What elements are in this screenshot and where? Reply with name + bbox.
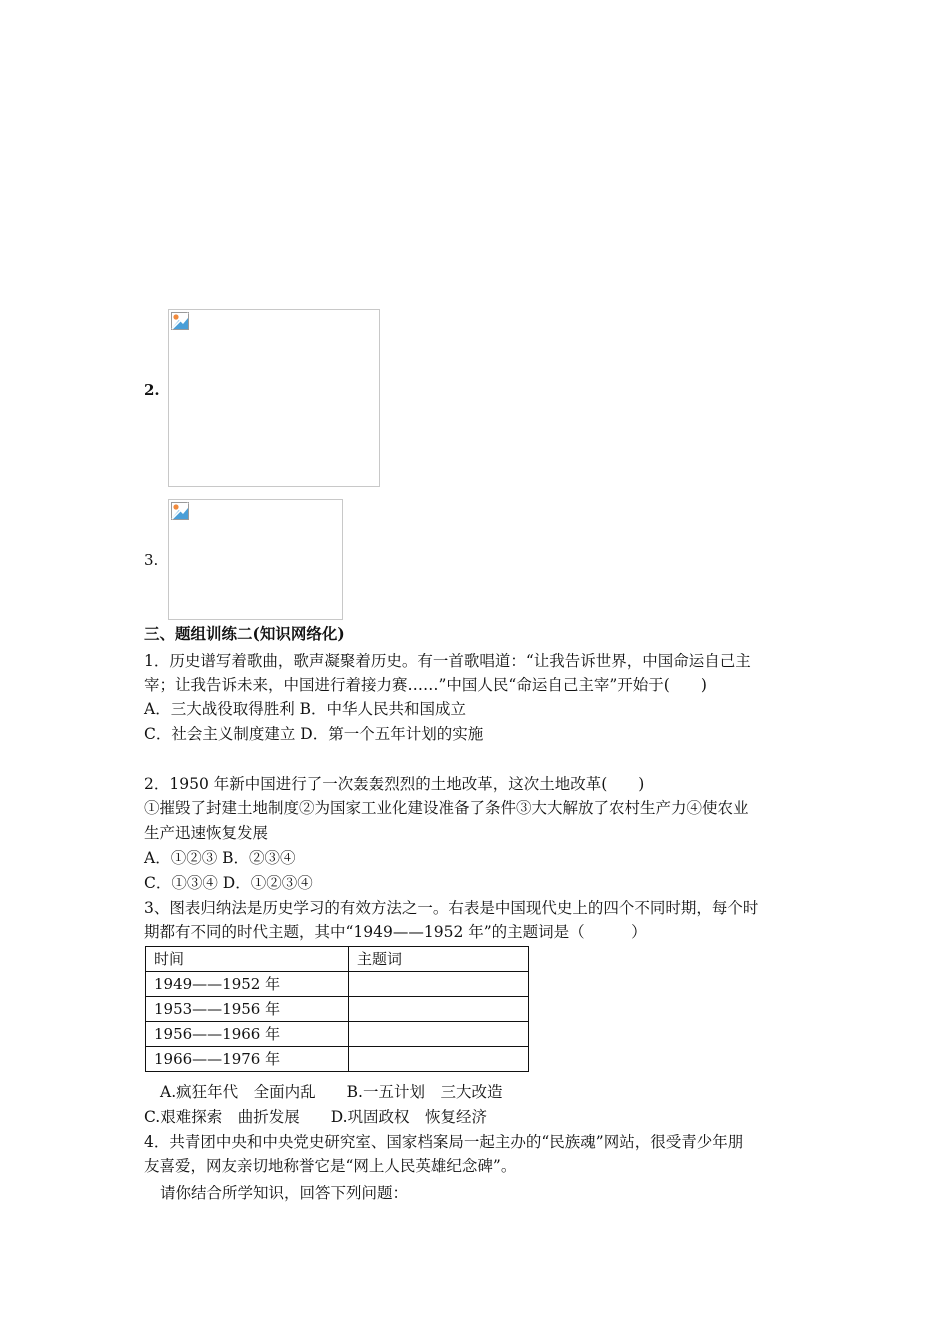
question-4-stem-line-1: 4．共青团中央和中央党史研究室、国家档案局一起主办的“民族魂”网站，很受青少年朋 xyxy=(144,1133,744,1151)
table-cell-period: 1956——1966 年 xyxy=(146,1022,349,1047)
table-header-cell: 主题词 xyxy=(349,947,529,972)
figure-2-number: 2. xyxy=(144,381,160,399)
question-2-stem-line-1: 2．1950 年新中国进行了一次轰轰烈烈的土地改革，这次土地改革( ) xyxy=(144,775,645,793)
table-cell-theme xyxy=(349,1022,529,1047)
question-2-stem-line-3: 生产迅速恢复发展 xyxy=(144,824,269,842)
table-row xyxy=(146,1047,529,1072)
question-1-options-line-2: C．社会主义制度建立 D．第一个五年计划的实施 xyxy=(144,725,484,743)
figure-3-image-placeholder xyxy=(168,499,343,620)
broken-image-icon xyxy=(171,312,189,330)
table-cell-period: 1953——1956 年 xyxy=(146,997,349,1022)
question-1-options-line-1: A．三大战役取得胜利 B．中华人民共和国成立 xyxy=(144,700,467,718)
table-cell-period: 1966——1976 年 xyxy=(146,1047,349,1072)
figure-2-image-placeholder xyxy=(168,309,380,487)
figure-3-number: 3. xyxy=(144,551,159,569)
question-3-options-line-1: A.疯狂年代 全面内乱 B.一五计划 三大改造 xyxy=(160,1083,503,1101)
question-1-stem-line-2: 宰；让我告诉未来，中国进行着接力赛……”中国人民“命运自己主宰”开始于( ) xyxy=(144,676,707,694)
question-1-stem-line-1: 1．历史谱写着歌曲，歌声凝聚着历史。有一首歌唱道：“让我告诉世界，中国命运自己主 xyxy=(144,652,751,670)
question-3-stem-line-2: 期都有不同的时代主题，其中“1949——1952 年”的主题词是（ ） xyxy=(144,923,647,941)
table-row xyxy=(146,1022,529,1047)
question-2-options-line-1: A．①②③ B．②③④ xyxy=(144,849,296,867)
broken-image-icon xyxy=(171,502,189,520)
table-header-cell: 时间 xyxy=(146,947,349,972)
question-2-stem-line-2: ①摧毁了封建土地制度②为国家工业化建设准备了条件③大大解放了农村生产力④使农业 xyxy=(144,799,749,817)
period-theme-table xyxy=(145,946,529,1072)
section-heading: 三、题组训练二(知识网络化) xyxy=(144,624,345,643)
question-3-options-line-2: C.艰难探索 曲折发展 D.巩固政权 恢复经济 xyxy=(144,1108,488,1126)
table-cell-period: 1949——1952 年 xyxy=(146,972,349,997)
table-cell-theme xyxy=(349,997,529,1022)
question-4-instruction: 请你结合所学知识，回答下列问题： xyxy=(160,1184,409,1202)
table-row xyxy=(146,972,529,997)
table-cell-theme xyxy=(349,1047,529,1072)
table-row xyxy=(146,997,529,1022)
question-2-options-line-2: C．①③④ D．①②③④ xyxy=(144,874,313,892)
question-3-stem-line-1: 3、图表归纳法是历史学习的有效方法之一。右表是中国现代史上的四个不同时期，每个时 xyxy=(144,899,759,917)
question-4-stem-line-2: 友喜爱，网友亲切地称誉它是“网上人民英雄纪念碑”。 xyxy=(144,1157,517,1175)
table-cell-theme xyxy=(349,972,529,997)
table-header-row xyxy=(146,947,529,972)
